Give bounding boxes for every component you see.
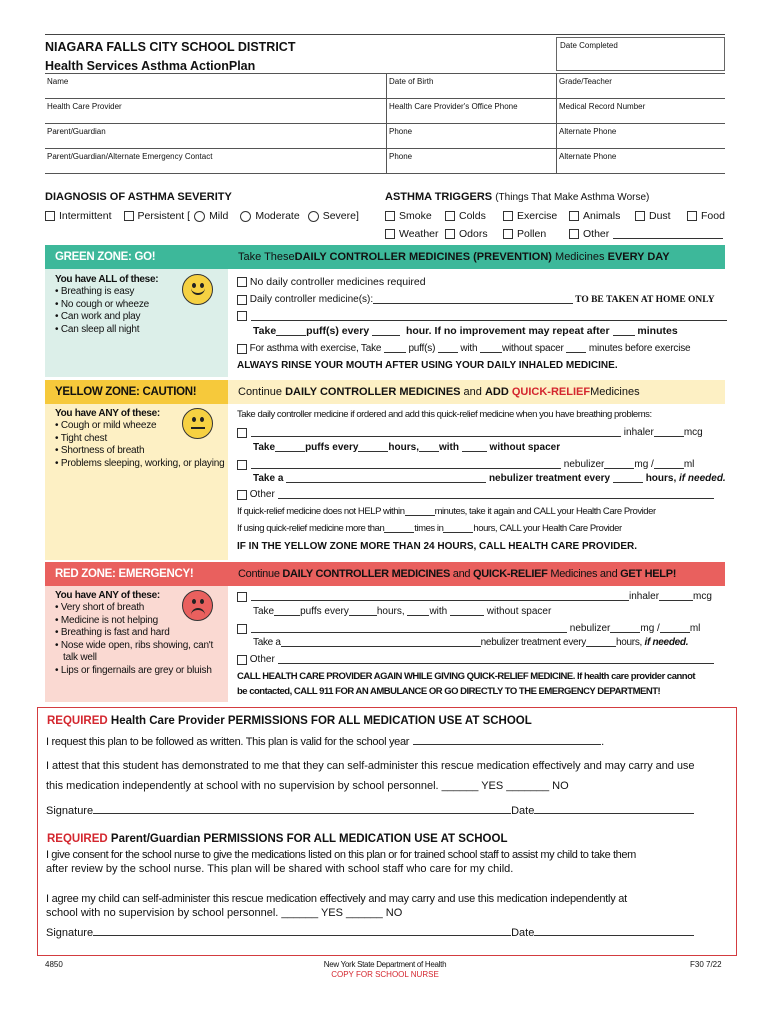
red-zone-label: RED ZONE: EMERGENCY! <box>45 562 228 586</box>
top-rule <box>45 34 725 35</box>
provider-date-field[interactable] <box>534 805 694 814</box>
provider-phone-field[interactable]: Health Care Provider's Office Phone <box>387 99 557 123</box>
smoke-checkbox[interactable] <box>385 211 395 221</box>
yellow-nebulizer-checkbox[interactable] <box>237 460 247 470</box>
parent-permissions-title: REQUIRED Parent/Guardian PERMISSIONS FOR ALL MEDICATION USE AT SCHOOL <box>47 833 508 845</box>
food-checkbox[interactable] <box>687 211 697 221</box>
parent-date-field[interactable] <box>534 927 694 936</box>
exercise-checkbox[interactable] <box>503 211 513 221</box>
dust-checkbox[interactable] <box>635 211 645 221</box>
weather-checkbox[interactable] <box>385 229 395 239</box>
parent-phone-field[interactable]: Phone <box>387 124 557 148</box>
diagnosis-options: Intermittent Persistent [ Mild Moderate Severe] <box>45 210 359 222</box>
colds-checkbox[interactable] <box>445 211 455 221</box>
emergency-phone-field[interactable]: Phone <box>387 149 557 173</box>
other-trigger-checkbox[interactable] <box>569 229 579 239</box>
trigger-row-1: Smoke Colds Exercise Animals Dust Food <box>385 210 725 222</box>
red-other-checkbox[interactable] <box>237 655 247 665</box>
pollen-checkbox[interactable] <box>503 229 513 239</box>
date-completed-field[interactable]: Date Completed <box>556 37 725 71</box>
footer-agency: New York State Department of Health <box>323 960 447 969</box>
yellow-zone-header: Continue DAILY CONTROLLER MEDICINES and ADD QUICK-RELIEF Medicines <box>228 380 725 404</box>
intermittent-checkbox[interactable] <box>45 211 55 221</box>
emergency-contact-field[interactable]: Parent/Guardian/Alternate Emergency Contact <box>45 149 387 173</box>
red-nebulizer-checkbox[interactable] <box>237 624 247 634</box>
provider-permissions-title: REQUIRED Health Care Provider PERMISSIONS FOR ALL MEDICATION USE AT SCHOOL <box>47 715 532 727</box>
red-zone-header: Continue DAILY CONTROLLER MEDICINES and QUICK-RELIEF Medicines and GET HELP! <box>228 562 725 586</box>
emergency-alt-phone-field[interactable]: Alternate Phone <box>559 152 617 161</box>
sad-face-icon <box>182 590 213 621</box>
yellow-zone-label: YELLOW ZONE: CAUTION! <box>45 380 228 404</box>
permissions-box: REQUIRED Health Care Provider PERMISSIONS FOR ALL MEDICATION USE AT SCHOOL I request this plan to be followed as written. This plan is valid for the school year . I attest that this student has demonstrated to me that they can self-administer this rescue medication effectively and may carry and use this medication independently at school with no supervision by school personnel. ______ YES _______ NO Signature Date REQUIRED Parent/Guardian PERMISSIONS FOR ALL MEDICATION USE AT SCHOOL I give consent for the school nurse to give the medications listed on this plan or for trained school staff to assist my child to take them after review by the school nurse. This plan will be shared with school staff who care for my child. I agree my child can self-administer this rescue medication effectively and may carry and use this medication independently at school with no supervision by school personnel. ______ YES ______ NO Signature Date <box>37 707 737 956</box>
school-year-field[interactable] <box>413 736 601 745</box>
mrn-field[interactable]: Medical Record Number <box>559 102 646 111</box>
odors-checkbox[interactable] <box>445 229 455 239</box>
yellow-other-checkbox[interactable] <box>237 490 247 500</box>
yellow-zone: YELLOW ZONE: CAUTION! Continue DAILY CONTROLLER MEDICINES and ADD QUICK-RELIEF Medicines You have ANY of these: • Cough or mild wheeze • Tight chest • Shortness of breath • Problems sleeping, working, or playing Take daily controller medicine if ordered and add this quick-relief medicine when you have breathing problems: inhaler mcg Take puffs every hours, with without spacer nebulizer mg / ml Take a nebulizer treatment every hours, if needed. Other If quick-relief medicine does not HELP within minutes, take it again and CALL your Health Care Provider If using quick-relief medicine more than times in hours, CALL your Health Care Provider IF IN THE YELLOW ZONE MORE THAN 24 HOURS, CALL HEALTH CARE PROVIDER. <box>45 380 725 560</box>
severe-radio[interactable] <box>308 211 319 222</box>
moderate-radio[interactable] <box>240 211 251 222</box>
exercise-meds-checkbox[interactable] <box>237 344 247 354</box>
plan-title: Health Services Asthma ActionPlan <box>45 59 256 73</box>
form-version: F30 7/22 <box>690 960 722 969</box>
trigger-row-2: Weather Odors Pollen Other <box>385 228 723 240</box>
yellow-symptoms: You have ANY of these: • Cough or mild wheeze • Tight chest • Shortness of breath • Problems sleeping, working, or playing <box>45 404 228 560</box>
parent-signature-field[interactable] <box>93 927 511 936</box>
green-zone-header: Take These DAILY CONTROLLER MEDICINES (PREVENTION) Medicines EVERY DAY <box>228 245 725 269</box>
green-zone-label: GREEN ZONE: GO! <box>45 245 228 269</box>
controller-checkbox[interactable] <box>237 311 247 321</box>
daily-meds-line[interactable] <box>373 295 573 304</box>
provider-field[interactable]: Health Care Provider <box>45 99 387 123</box>
rinse-note: ALWAYS RINSE YOUR MOUTH AFTER USING YOUR DAILY INHALED MEDICINE. <box>237 360 618 371</box>
persistent-checkbox[interactable] <box>124 211 134 221</box>
green-zone: GREEN ZONE: GO! Take These DAILY CONTROLLER MEDICINES (PREVENTION) Medicines EVERY DAY You have ALL of these: • Breathing is easy • No cough or wheeze • Can work and play • Can sleep all night No daily controller medicines required Daily controller medicine(s): TO BE TAKEN AT HOME ONLY Take puff(s) every hour. If no improvement may repeat after minutes For asthma with exercise, Take puff(s) with without spacer minutes before exercise ALWAYS RINSE YOUR MOUTH AFTER USING YOUR DAILY INHALED MEDICINE. <box>45 245 725 377</box>
neutral-face-icon <box>182 408 213 439</box>
other-trigger-line[interactable] <box>613 230 723 239</box>
diagnosis-title: DIAGNOSIS OF ASTHMA SEVERITY <box>45 191 232 203</box>
green-symptoms: You have ALL of these: • Breathing is easy • No cough or wheeze • Can work and play • Can sleep all night <box>45 269 228 377</box>
grade-field[interactable]: Grade/Teacher <box>559 77 612 86</box>
red-zone-bar <box>45 562 725 586</box>
student-info-table <box>45 73 725 174</box>
animals-checkbox[interactable] <box>569 211 579 221</box>
daily-meds-checkbox[interactable] <box>237 295 247 305</box>
triggers-title: ASTHMA TRIGGERS (Things That Make Asthma Worse) <box>385 191 650 203</box>
controller-line[interactable] <box>251 312 727 321</box>
happy-face-icon <box>182 274 213 305</box>
provider-signature-field[interactable] <box>93 805 511 814</box>
mild-radio[interactable] <box>194 211 205 222</box>
red-zone: RED ZONE: EMERGENCY! Continue DAILY CONTROLLER MEDICINES and QUICK-RELIEF Medicines and GET HELP! You have ANY of these: • Very short of breath • Medicine is not helping • Breathing is fast and hard • Nose wide open, ribs showing, can't talk well • Lips or fingernails are grey or bluish inhaler mcg Take puffs every hours, with without spacer nebulizer mg / ml Take a nebulizer treatment every hours, if needed. Other CALL HEALTH CARE PROVIDER AGAIN WHILE GIVING QUICK-RELIEF MEDICINE. If health care provider cannot be contacted, CALL 911 FOR AN AMBULANCE OR GO DIRECTLY TO THE EMERGENCY DEPARTMENT! <box>45 562 725 702</box>
district-name: NIAGARA FALLS CITY SCHOOL DISTRICT <box>45 40 296 54</box>
yellow-zone-bar <box>45 380 725 404</box>
parent-field[interactable]: Parent/Guardian <box>45 124 387 148</box>
over-24-note: IF IN THE YELLOW ZONE MORE THAN 24 HOURS, CALL HEALTH CARE PROVIDER. <box>237 541 638 552</box>
parent-alt-phone-field[interactable]: Alternate Phone <box>559 127 617 136</box>
form-number: 4850 <box>45 960 63 969</box>
green-zone-bar <box>45 245 725 269</box>
red-symptoms: You have ANY of these: • Very short of breath • Medicine is not helping • Breathing is fast and hard • Nose wide open, ribs showing, can't talk well • Lips or fingernails are grey or bluish <box>45 586 228 702</box>
red-inhaler-checkbox[interactable] <box>237 592 247 602</box>
no-meds-checkbox[interactable] <box>237 277 247 287</box>
dob-field[interactable]: Date of Birth <box>387 74 557 98</box>
yellow-inhaler-checkbox[interactable] <box>237 428 247 438</box>
copy-label: COPY FOR SCHOOL NURSE <box>331 970 439 979</box>
name-field[interactable]: Name <box>45 74 387 98</box>
